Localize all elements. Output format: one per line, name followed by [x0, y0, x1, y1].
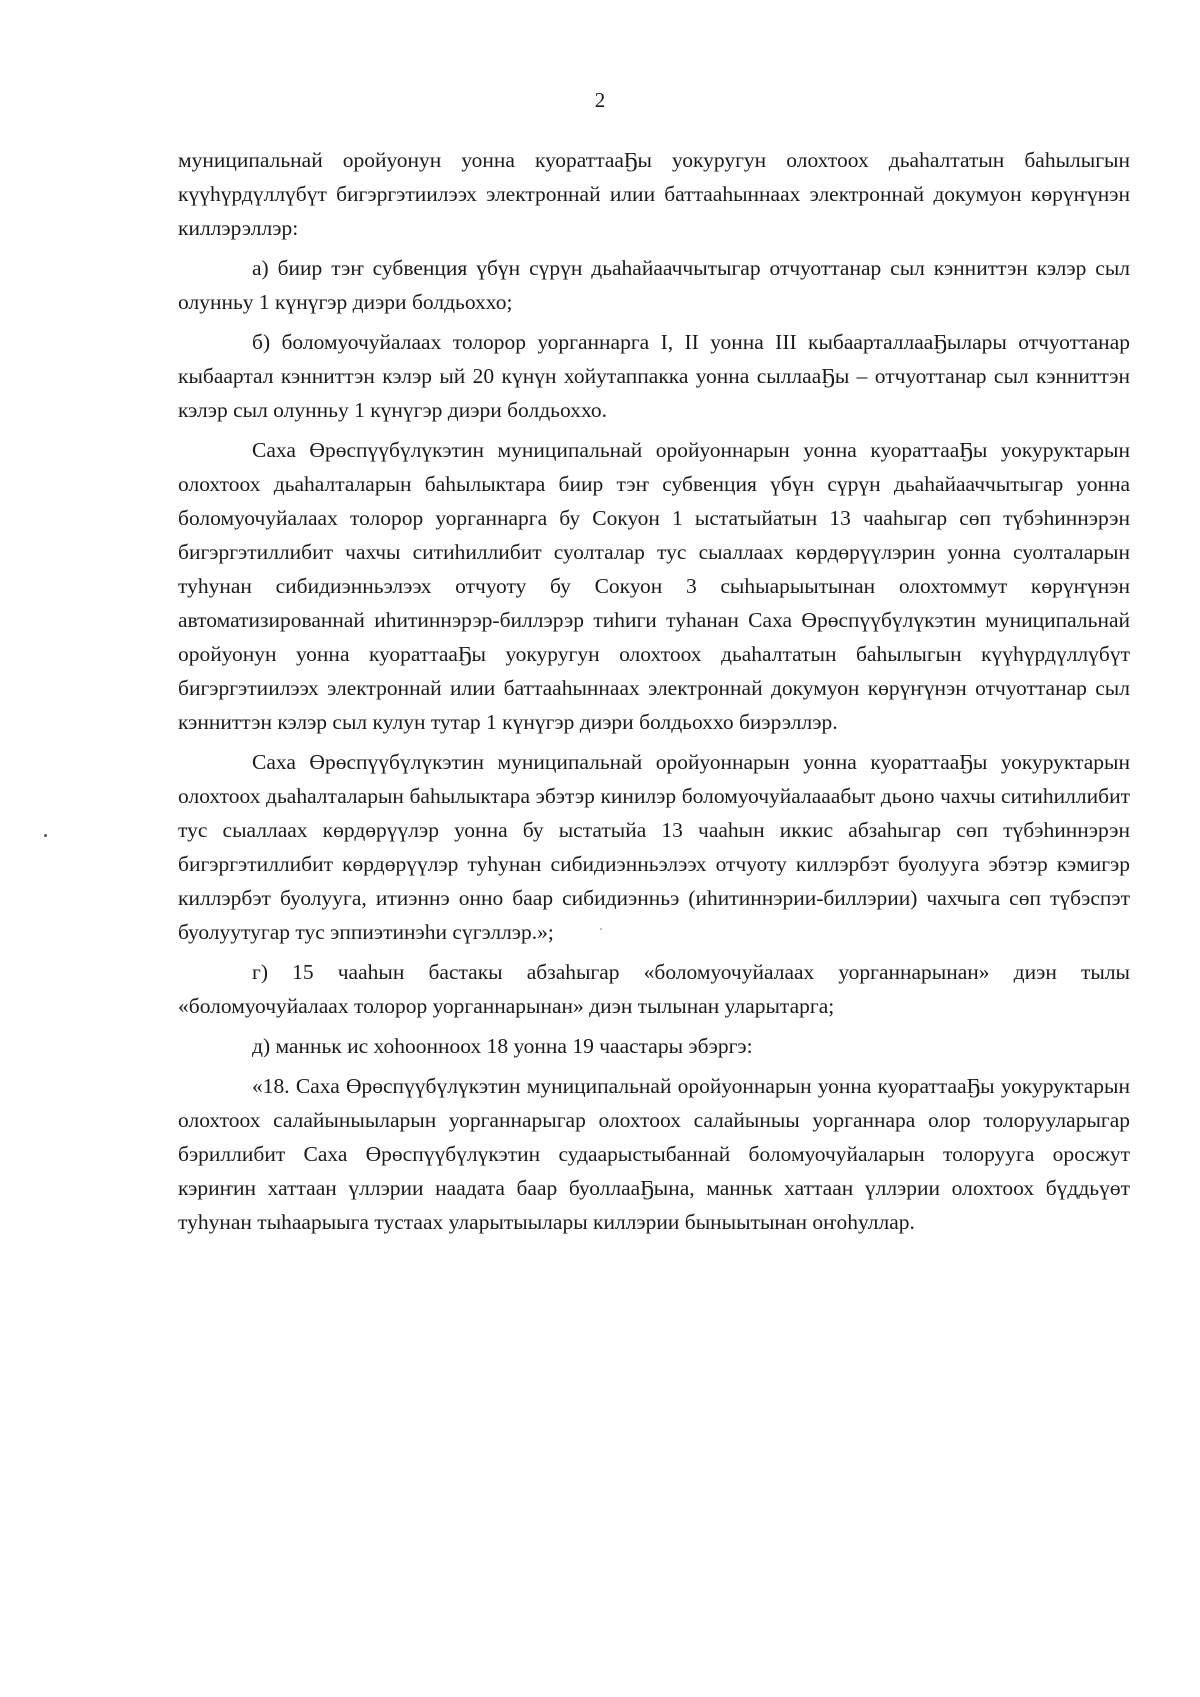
page-number: 2: [594, 88, 606, 112]
paragraph: а) биир тэҥ субвенция үбүн сүрүн дьаһайааччытыгар отчуоттанар сыл кэнниттэн кэлэр сыл олунньу 1 күнүгэр диэри болдьоххо;: [178, 256, 1130, 314]
paragraph: «18. Саха Өрөспүүбүлүкэтин муниципальнай оройуоннарын уонна куораттааҔы уокуруктарын олохтоох салайыныыларын уорганнарыгар олохтоох салайыныы уорганнара олор толорууларыгар бэриллибит Саха Өрөспүүбүлүкэтин судаарыстыбаннай боломуочуйаларын толорууга оросжут кэриҥин хаттаан үллэрии наадата баар буоллааҔына, манньк хаттаан үллэрии олохтоох бүддьүөт туһунан тыһаарыыга тустаах уларытыылары киллэрии быныытынан оҥоһуллар.: [178, 1074, 1130, 1234]
paragraph: г) 15 чааһын бастакы абзаһыгар «боломуочуйалаах уорганнарынан» диэн тылы «боломуочуйалаах толорор уорганнарынан» диэн тылынан уларытарга;: [178, 960, 1130, 1018]
paragraph: д) манньк ис хоһоонноох 18 уонна 19 чаастары эбэргэ:: [252, 1034, 753, 1058]
paragraph: Саха Өрөспүүбүлүкэтин муниципальнай оройуоннарын уонна куораттааҔы уокуруктарын олохтоох дьаһалталарын баһылыктара эбэтэр кинилэр боломуочуйалааабыт дьоно чахчы ситиһиллибит тус сыаллаах көрдөрүүлэр уонна бу ыстатыйа 13 чааһын иккис абзаһыгар сөп түбэһиннэрэн бигэргэтиллибит көрдөрүүлэр туһунан сибидиэнньэлээх отчуоту киллэрбэт буолууга эбэтэр кэмигэр киллэрбэт буолууга, итиэннэ онно баар сибидиэнньэ (иһитиннэрии-биллэрии) чахчыга сөп түбэспэт буолуутугар тус эппиэтинэһи сүгэллэр.»;: [178, 750, 1130, 944]
paragraph: Саха Өрөспүүбүлүкэтин муниципальнай оройуоннарын уонна куораттааҔы уокуруктарын олохтоох дьаһалталарын баһылыктара биир тэҥ субвенция үбүн сүрүн дьаһайааччытыгар уонна боломуочуйалаах толорор уорганнарга бу Сокуон 1 ыстатыйатын 13 чааһыгар сөп түбэһиннэрэн бигэргэтиллибит чахчы ситиһиллибит суолталар тус сыаллаах көрдөрүүлэрин уонна суолталарын туһунан сибидиэнньэлээх отчуоту бу Сокуон 3 сыһыарыытынан олохтоммут көрүҥүнэн автоматизированнай иһитиннэрэр-биллэрэр тиһиги туһанан Саха Өрөспүүбүлүкэтин муниципальнай оройуонун уонна куораттааҔы уокуругун олохтоох дьаһалтатын баһылыгын күүһүрдүллүбүт бигэргэтиилээх электроннай илии баттааһыннаах электроннай докумуон көрүҥүнэн отчуоттанар сыл кэнниттэн кэлэр сыл кулун тутар 1 күнүгэр диэри болдьоххо биэрэллэр.: [178, 438, 1130, 734]
paragraph: б) боломуочуйалаах толорор уорганнарга I, II уонна III кыбаарталлааҔылары отчуоттанар кыбаартал кэнниттэн кэлэр ый 20 күнүн хойутаппакка уонна сыллааҔы – отчуоттанар сыл кэнниттэн кэлэр сыл олунньу 1 күнүгэр диэри болдьоххо.: [178, 330, 1130, 422]
scan-speck: [44, 834, 47, 837]
paragraph: муниципальнай оройуонун уонна куораттааҔы уокуругун олохтоох дьаһалтатын баһылыгын күүһүрдүллүбүт бигэргэтиилээх электроннай илии баттааһыннаах электроннай докумуон көрүҥүнэн киллэрэллэр:: [178, 148, 1130, 240]
document-body: [178, 143, 1130, 1245]
